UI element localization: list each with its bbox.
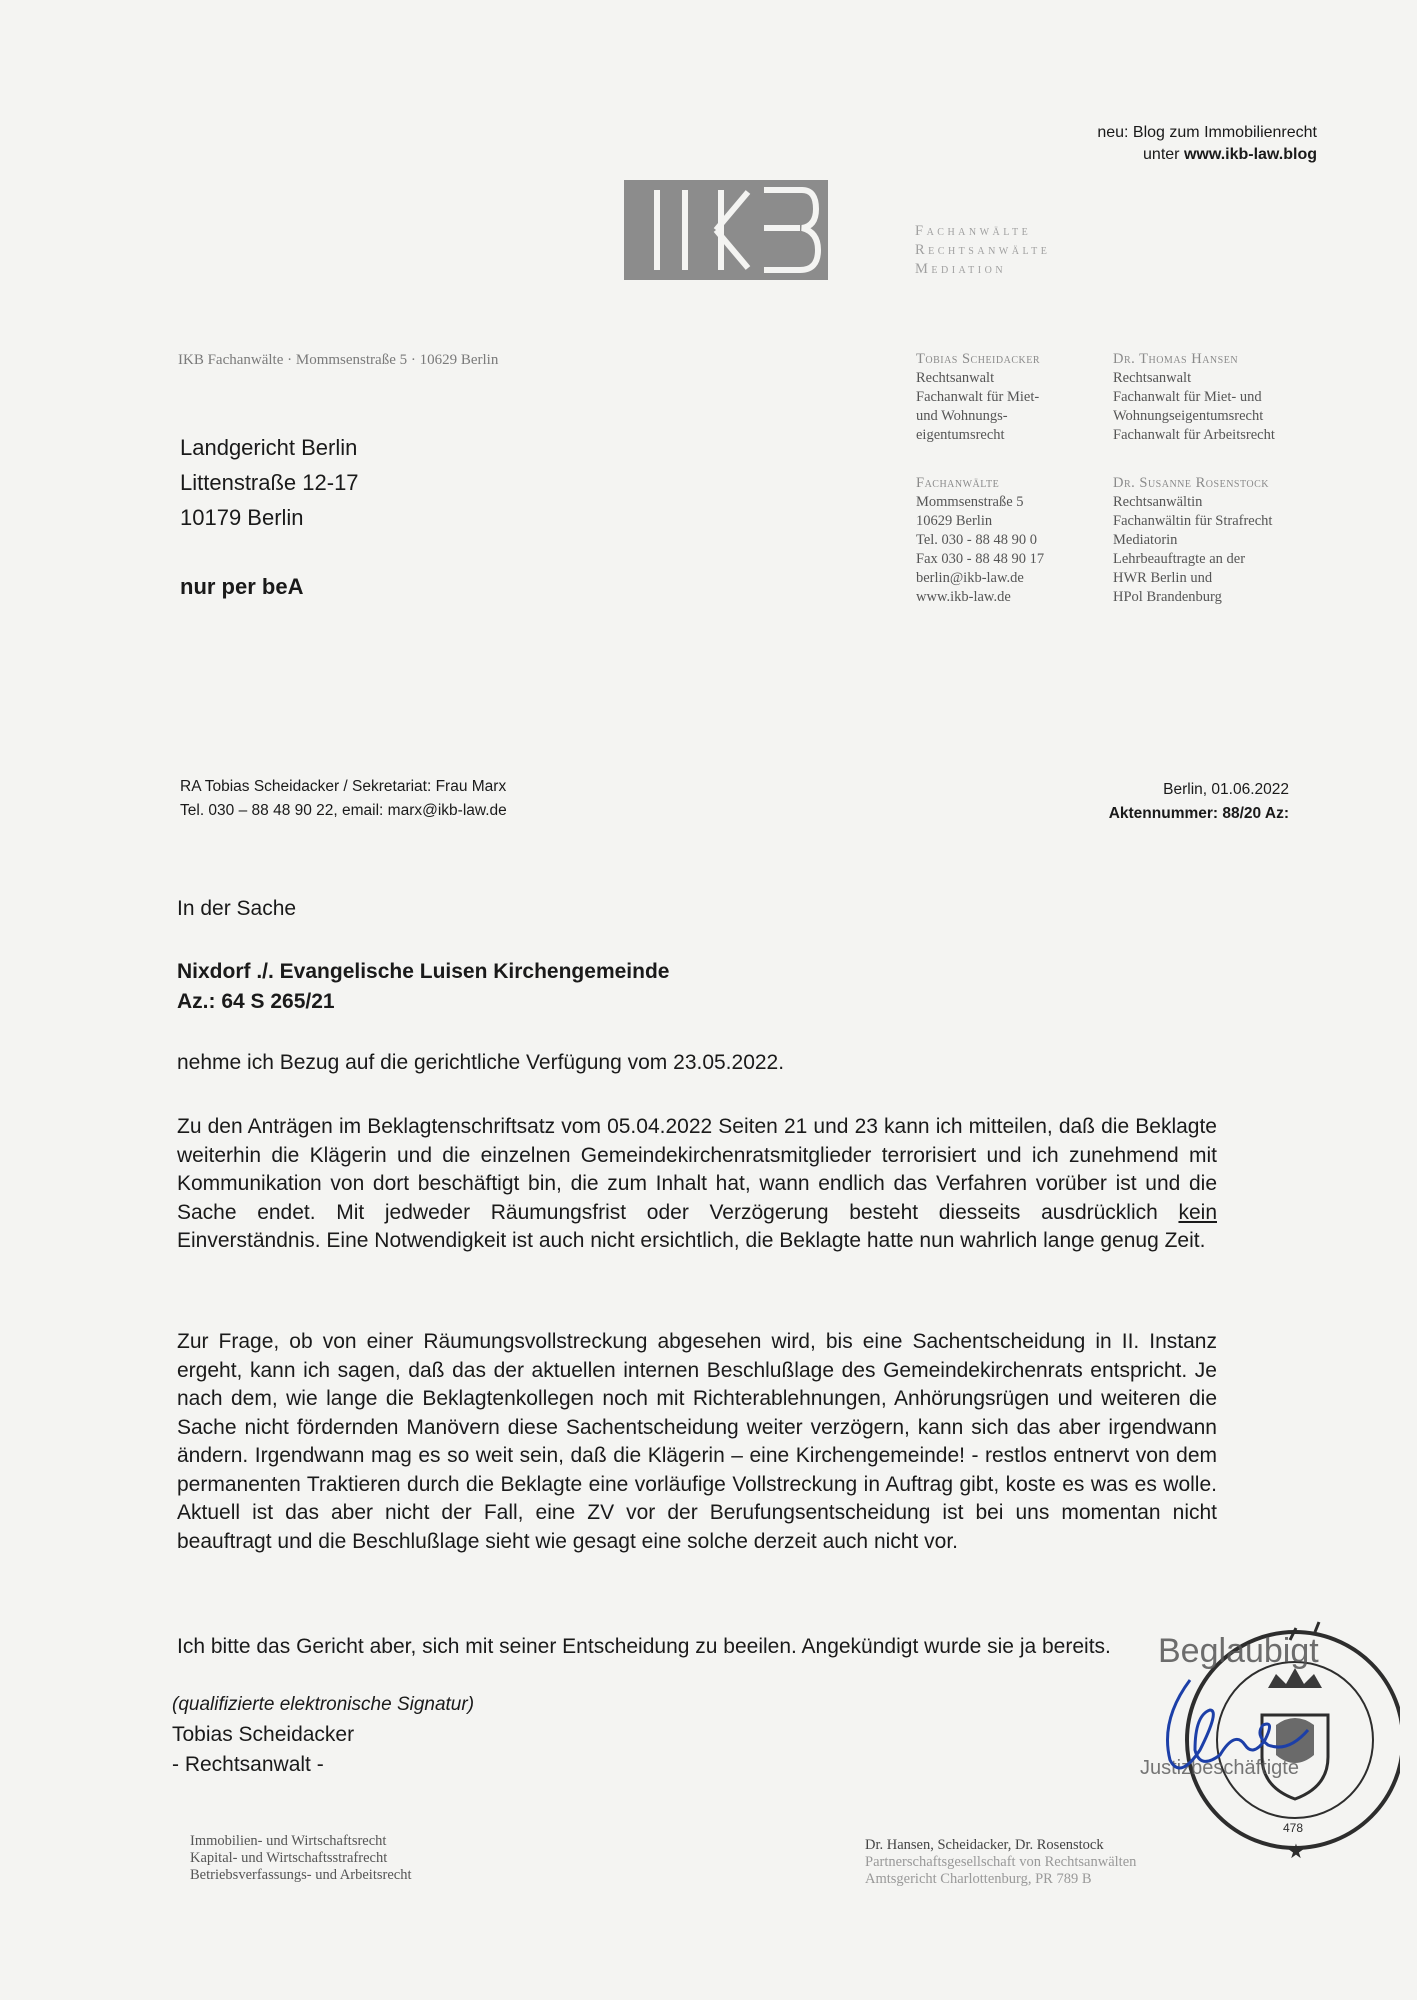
office-line: Mommsenstraße 5 [916, 494, 1024, 510]
file-number: Aktennummer: 88/20 Az: [1108, 805, 1289, 822]
blog-note [917, 122, 1317, 166]
lawyer-line: und Wohnungs- [916, 408, 1008, 424]
recipient-street: Littenstraße 12-17 [180, 470, 359, 495]
paragraph-2: Zu den Anträgen im Beklagtenschriftsatz vom 05.04.2022 Seiten 21 und 23 kann ich mitteilen, daß die Beklagte weiterhin die Klägerin und die einzelnen Gemeindekirchenratsmitglieder terrorisiert und ich zunehmend mit Kommunikation von dort beschäftigt bin, die zum Inhalt hat, wann endlich das Verfahren vorüber ist und die Sache endet. Mit jedweder Räumungsfrist oder Verzögerung besteht diesseits ausdrücklich kein Einverständnis. Eine Notwendigkeit ist auch nicht ersichtlich, die Beklagte hatte nun wahrlich lange genug Zeit. [177, 1115, 1217, 1252]
tagline-line: Rechtsanwälte [915, 242, 1051, 258]
sender-line: IKB Fachanwälte · Mommsenstraße 5 · 10629 Berlin [178, 352, 499, 368]
lawyer-line: Rechtsanwältin [1113, 494, 1203, 510]
footer-line: Immobilien- und Wirtschaftsrecht [190, 1833, 387, 1849]
intro-line: In der Sache [177, 897, 297, 920]
blog-line-2: unter www.ikb-law.blog [1143, 146, 1317, 163]
paragraph-4: Ich bitte das Gericht aber, sich mit seiner Entscheidung zu beeilen. Angekündigt wurde sie ja bereits. [177, 1635, 1111, 1658]
underlined-word: kein [1178, 1200, 1217, 1224]
court-seal-stamp [1040, 1610, 1400, 1870]
office-block [916, 474, 1044, 607]
case-title: Nixdorf ./. Evangelische Luisen Kirchengemeinde [177, 960, 670, 983]
signer-name: Tobias Scheidacker [172, 1723, 355, 1746]
date-block [1109, 778, 1289, 826]
lawyer-1-block [916, 350, 1040, 445]
lawyer-line: HPol Brandenburg [1113, 589, 1222, 605]
lawyer-line: Fachanwältin für Strafrecht [1113, 513, 1273, 529]
reference-block [180, 775, 507, 823]
paragraph-3: Zur Frage, ob von einer Räumungsvollstreckung abgesehen wird, bis eine Sachentscheidung in II. Instanz ergeht, kann ich sagen, daß das der aktuellen internen Beschlußlage des Gemeindekirchenrats entspricht. Je nach dem, wie lange die Beklagtenkollegen noch mit Richterablehnungen, Anhörungsrügen und weiteren die Sache nicht fördernden Manövern diese Sachentscheidung weiter verzögern, kann sich das aber irgendwann ändern. Irgendwann mag es so weit sein, daß die Klägerin – eine Kirchengemeinde! - restlos entnervt von dem permanenten Traktieren durch die Beklagte eine vorläufige Vollstreckung in Auftrag gibt, koste es was es wolle. Aktuell ist das aber nicht der Fall, eine ZV vor der Berufungsentscheidung ist bei uns momentan nicht beauftragt und die Beschlußlage sieht wie gesagt eine solche derzeit auch nicht vor. [177, 1330, 1217, 1553]
blog-url: www.ikb-law.blog [1183, 146, 1317, 163]
ikb-logo [624, 180, 828, 280]
svg-text:478: 478 [1283, 1821, 1304, 1835]
lawyer-line: Fachanwalt für Miet- [916, 389, 1040, 405]
footer-line: Kapital- und Wirtschaftsstrafrecht [190, 1850, 388, 1866]
delivery-note: nur per beA [180, 574, 304, 599]
footer-line: Dr. Hansen, Scheidacker, Dr. Rosenstock [865, 1837, 1104, 1853]
firm-tagline [915, 222, 1050, 279]
recipient-name: Landgericht Berlin [180, 435, 358, 460]
paragraph-1: nehme ich Bezug auf die gerichtliche Verfügung vom 23.05.2022. [177, 1051, 785, 1074]
letter-date: Berlin, 01.06.2022 [1163, 781, 1289, 798]
office-line: Tel. 030 - 88 48 90 0 [916, 532, 1038, 548]
footer-firm-info [865, 1837, 1136, 1888]
lawyer-line: HWR Berlin und [1113, 570, 1213, 586]
svg-text:Beglaubigt: Beglaubigt [1158, 1632, 1319, 1670]
office-line: www.ikb-law.de [916, 589, 1011, 605]
lawyer-name: Dr. Susanne Rosenstock [1113, 475, 1270, 491]
lawyer-3-block [1113, 474, 1272, 607]
lawyer-line: Fachanwalt für Arbeitsrecht [1113, 427, 1275, 443]
lawyer-name: Tobias Scheidacker [916, 351, 1040, 367]
tagline-line: Fachanwälte [915, 223, 1032, 239]
lawyer-line: Rechtsanwalt [1113, 370, 1192, 386]
signature-note: (qualifizierte elektronische Signatur) [172, 1694, 475, 1715]
office-name: Fachanwälte [916, 475, 1000, 491]
footer-practice-areas [190, 1833, 411, 1884]
tagline-line: Mediation [915, 261, 1007, 277]
recipient-city: 10179 Berlin [180, 505, 304, 530]
office-line: 10629 Berlin [916, 513, 993, 529]
lawyer-line: Rechtsanwalt [916, 370, 995, 386]
svg-text:Justizbeschäftigte: Justizbeschäftigte [1140, 1757, 1299, 1779]
lawyer-name: Dr. Thomas Hansen [1113, 351, 1239, 367]
lawyer-line: Mediatorin [1113, 532, 1178, 548]
office-line: berlin@ikb-law.de [916, 570, 1024, 586]
reference-line: RA Tobias Scheidacker / Sekretariat: Frau Marx [180, 778, 507, 795]
lawyer-line: Wohnungseigentumsrecht [1113, 408, 1264, 424]
footer-line: Amtsgericht Charlottenburg, PR 789 B [865, 1871, 1092, 1887]
lawyer-line: Fachanwalt für Miet- und [1113, 389, 1262, 405]
footer-line: Partnerschaftsgesellschaft von Rechtsanwälten [865, 1854, 1137, 1870]
lawyer-line: eigentumsrecht [916, 427, 1005, 443]
footer-line: Betriebsverfassungs- und Arbeitsrecht [190, 1867, 412, 1883]
office-line: Fax 030 - 88 48 90 17 [916, 551, 1045, 567]
recipient-address [180, 430, 359, 535]
case-number: Az.: 64 S 265/21 [177, 990, 335, 1013]
signer-title: - Rechtsanwalt - [172, 1753, 324, 1776]
reference-line: Tel. 030 – 88 48 90 22, email: marx@ikb-law.de [180, 802, 507, 819]
blog-line-1: neu: Blog zum Immobilienrecht [1097, 124, 1317, 141]
lawyer-2-block [1113, 350, 1275, 445]
lawyer-line: Lehrbeauftragte an der [1113, 551, 1246, 567]
svg-text:★: ★ [1287, 1839, 1305, 1863]
